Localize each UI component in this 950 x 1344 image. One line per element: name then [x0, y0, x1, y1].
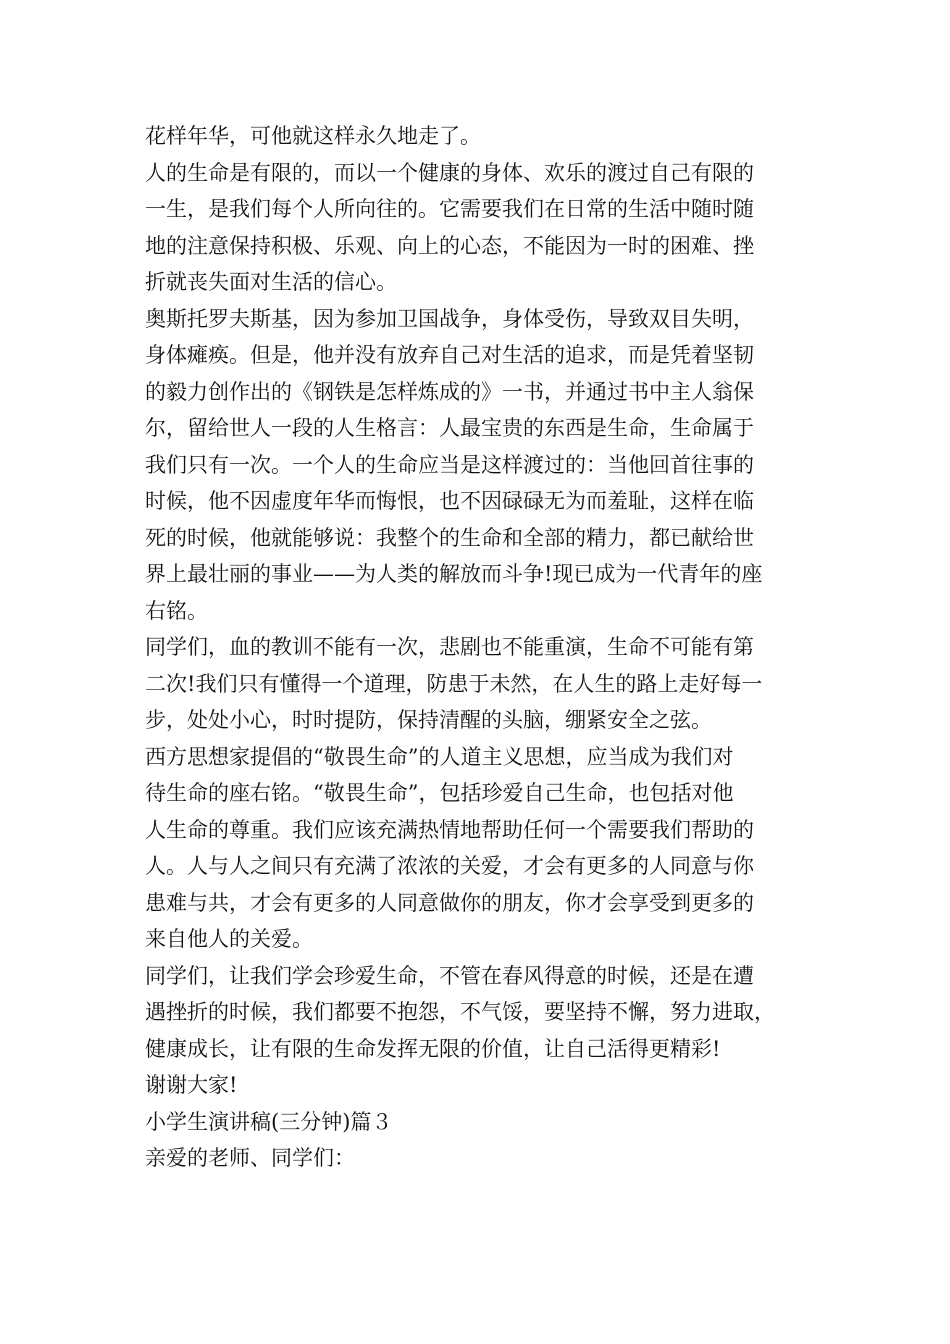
paragraph	[145, 301, 845, 630]
text-line: 人。人与人之间只有充满了浓浓的关爱，才会有更多的人同意与你	[145, 854, 754, 878]
text-line: 小学生演讲稿(三分钟)篇３	[145, 1109, 393, 1134]
text-line: 同学们，血的教训不能有一次，悲剧也不能重演，生命不可能有第	[145, 635, 754, 659]
paragraph	[145, 1104, 845, 1141]
paragraph	[145, 1140, 845, 1177]
text-line: 步，处处小心，时时提防，保持清醒的头脑，绷紧安全之弦。	[145, 708, 712, 732]
paragraph	[145, 629, 845, 739]
text-line: 右铭。	[145, 598, 208, 623]
text-line: 花样年华，可他就这样永久地走了。	[145, 124, 481, 148]
text-line: 亲爱的老师、同学们：	[145, 1146, 355, 1170]
text-line: 的毅力创作出的《钢铁是怎样炼成的》一书，并通过书中主人翁保	[145, 379, 754, 404]
text-line: 二次!我们只有懂得一个道理，防患于未然，在人生的路上走好每一	[145, 671, 763, 696]
text-line: 折就丧失面对生活的信心。	[145, 270, 397, 294]
text-line: 人生命的尊重。我们应该充满热情地帮助任何一个需要我们帮助的	[145, 817, 754, 842]
text-line: 界上最壮丽的事业——为人类的解放而斗争!现已成为一代青年的座	[145, 562, 763, 586]
text-line: 死的时候，他就能够说：我整个的生命和全部的精力，都已献给世	[145, 525, 754, 550]
text-line: 患难与共，才会有更多的人同意做你的朋友，你才会享受到更多的	[145, 890, 754, 915]
text-line: 健康成长，让有限的生命发挥无限的价值，让自己活得更精彩!	[145, 1036, 721, 1061]
text-line: 地的注意保持积极、乐观、向上的心态，不能因为一时的困难、挫	[145, 233, 754, 258]
paragraph	[145, 739, 845, 958]
text-line: 同学们，让我们学会珍爱生命，不管在春风得意的时候，还是在遭	[145, 963, 754, 988]
paragraph	[145, 958, 845, 1068]
text-line: 待生命的座右铭。“敬畏生命”，包括珍爱自己生命，也包括对他	[145, 781, 734, 805]
text-line: 西方思想家提倡的“敬畏生命”的人道主义思想，应当成为我们对	[145, 744, 734, 769]
text-line: 我们只有一次。一个人的生命应当是这样渡过的：当他回首往事的	[145, 452, 754, 477]
text-line: 一生，是我们每个人所向往的。它需要我们在日常的生活中随时随	[145, 197, 754, 221]
text-line: 时候，他不因虚度年华而悔恨，也不因碌碌无为而羞耻，这样在临	[145, 489, 754, 513]
paragraph	[145, 118, 845, 155]
text-line: 遇挫折的时候，我们都要不抱怨，不气馁，要坚持不懈，努力进取，	[145, 1000, 775, 1024]
text-line: 人的生命是有限的，而以一个健康的身体、欢乐的渡过自己有限的	[145, 160, 754, 185]
text-line: 奥斯托罗夫斯基，因为参加卫国战争，身体受伤，导致双目失明，	[145, 306, 754, 331]
paragraph	[145, 155, 845, 301]
text-line: 来自他人的关爱。	[145, 927, 313, 951]
text-line: 身体瘫痪。但是，他并没有放弃自己对生活的追求，而是凭着坚韧	[145, 343, 754, 367]
document-body	[145, 118, 845, 1177]
text-line: 尔，留给世人一段的人生格言：人最宝贵的东西是生命，生命属于	[145, 416, 754, 440]
paragraph	[145, 1067, 845, 1104]
text-line: 谢谢大家!	[145, 1073, 238, 1097]
